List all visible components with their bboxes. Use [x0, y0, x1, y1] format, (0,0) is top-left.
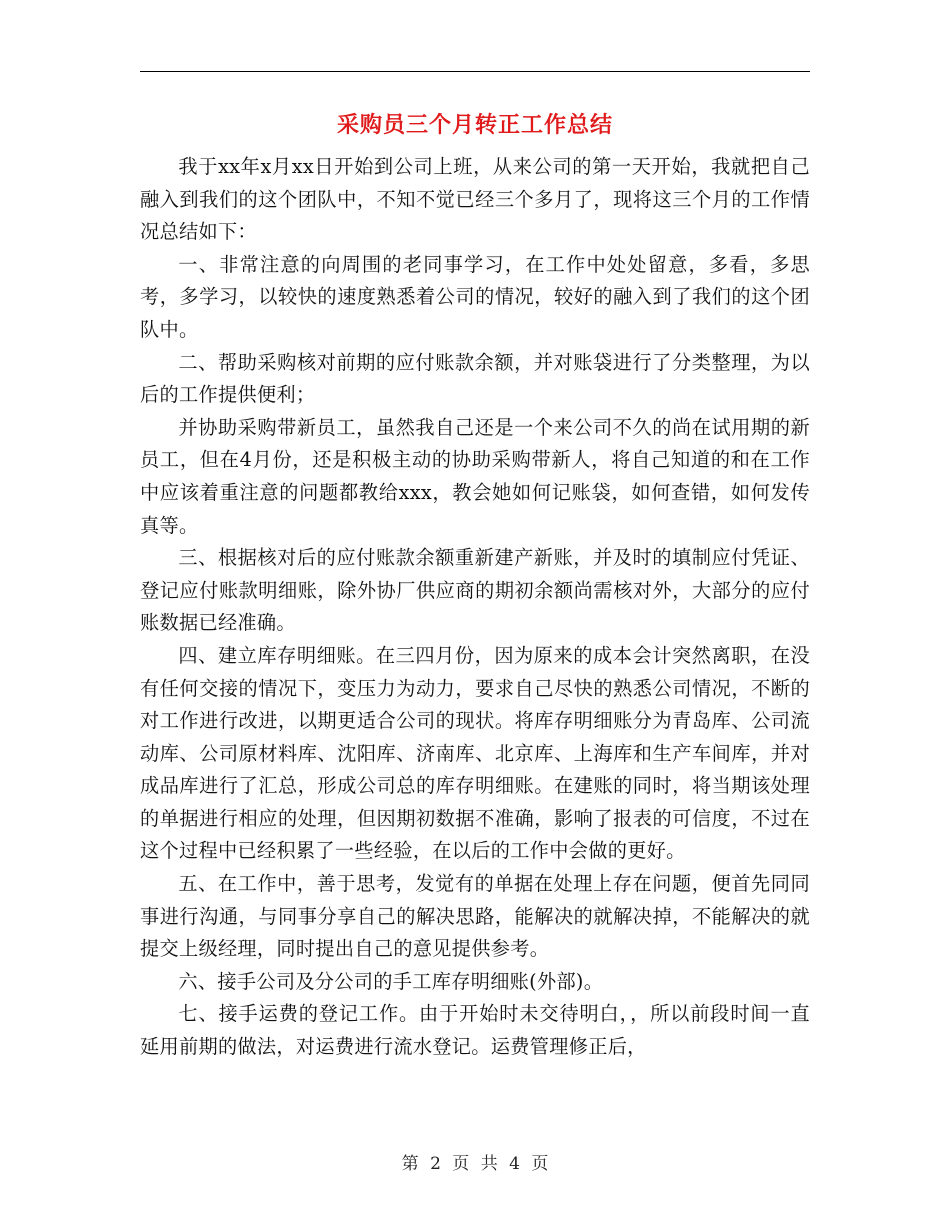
page-footer: 第 2 页 共 4 页 [401, 1154, 549, 1174]
paragraph-item-2-continued: 并协助采购带新员工，虽然我自己还是一个来公司不久的尚在试用期的新员工，但在4月份，还是积极主动的协助采购带新人，将自己知道的和在工作中应该着重注意的问题都教给xxx，教会她如何记账袋，如何查错，如何发传真等。 [140, 415, 810, 537]
paragraph-item-5: 五、在工作中，善于思考，发觉有的单据在处理上存在问题，便首先同同事进行沟通，与同事分享自己的解决思路，能解决的就解决掉，不能解决的就提交上级经理，同时提出自己的意见提供参考。 [140, 872, 810, 961]
paragraph-item-1: 一、非常注意的向周围的老同事学习，在工作中处处留意，多看，多思考，多学习，以较快的速度熟悉着公司的情况，较好的融入到了我们的这个团队中。 [140, 252, 810, 341]
paragraph-item-7: 七、接手运费的登记工作。由于开始时未交待明白，，所以前段时间一直延用前期的做法，对运费进行流水登记。运费管理修正后， [140, 1002, 810, 1059]
document-title: 采购员三个月转正工作总结 [336, 112, 613, 138]
paragraph-intro: 我于xx年x月xx日开始到公司上班，从来公司的第一天开始，我就把自己融入到我们的这个团队中，不知不觉已经三个多月了，现将这三个月的工作情况总结如下： [140, 155, 810, 244]
document-body [140, 151, 810, 1064]
paragraph-item-4: 四、建立库存明细账。在三四月份，因为原来的成本会计突然离职，在没有任何交接的情况下，变压力为动力，要求自己尽快的熟悉公司情况，不断的对工作进行改进，以期更适合公司的现状。将库存明细账分为青岛库、公司流动库、公司原材料库、沈阳库、济南库、北京库、上海库和生产车间库，并对成品库进行了汇总，形成公司总的库存明细账。在建账的同时，将当期该处理的单据进行相应的处理，但因期初数据不准确，影响了报表的可信度，不过在这个过程中已经积累了一些经验，在以后的工作中会做的更好。 [140, 643, 810, 863]
header-rule [140, 71, 810, 72]
paragraph-item-2: 二、帮助采购核对前期的应付账款余额，并对账袋进行了分类整理，为以后的工作提供便利； [140, 350, 810, 407]
paragraph-item-3: 三、根据核对后的应付账款余额重新建产新账，并及时的填制应付凭证、登记应付账款明细账，除外协厂供应商的期初余额尚需核对外，大部分的应付账数据已经准确。 [140, 546, 810, 635]
paragraph-item-6: 六、接手公司及分公司的手工库存明细账(外部)。 [178, 969, 604, 993]
